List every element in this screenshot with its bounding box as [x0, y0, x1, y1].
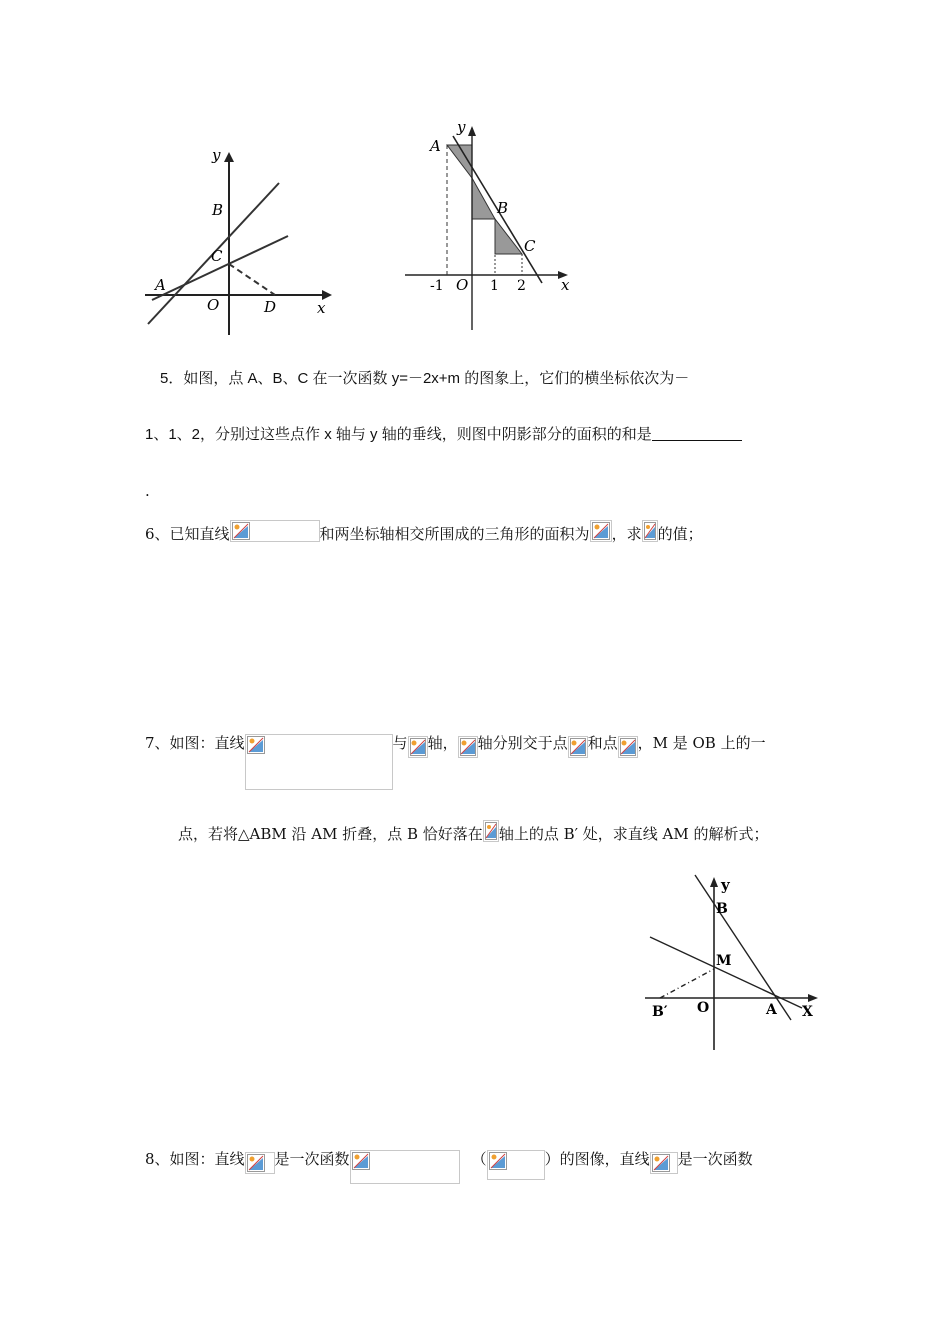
q7-text-4: 轴分别交于点: [477, 734, 568, 752]
dashed-cd: [229, 264, 275, 295]
q7-text-5: 和点: [587, 734, 618, 752]
broken-image-icon: [568, 736, 588, 758]
q7-text-2: 与: [392, 734, 408, 752]
broken-image-icon: [642, 520, 658, 542]
q5-line-1: 5．如图，点 A、B、C 在一次函数 y=－2x+m 的图象上，它们的横坐标依次为－: [160, 370, 690, 387]
broken-image-icon: [590, 520, 612, 542]
q7-line-1: [145, 732, 766, 790]
fig2-label-a: A: [430, 137, 441, 155]
fig1-label-b: B: [212, 201, 224, 219]
q6-text-3: ，求: [611, 525, 642, 543]
broken-image-icon: [350, 1150, 460, 1184]
broken-image-icon: [230, 520, 320, 542]
shade-c: [495, 219, 522, 254]
broken-image-icon: [650, 1152, 678, 1174]
fig2-tick-2: 2: [517, 278, 526, 294]
fig3-label-o: O: [697, 1000, 710, 1016]
q5-line-2: [145, 424, 742, 446]
q7-line-2: [178, 820, 769, 845]
figure-3-graph: [645, 870, 825, 1055]
q8-text-4: ）的图像，直线: [544, 1150, 650, 1168]
broken-image-icon: [245, 1152, 275, 1174]
q7-line2-text-1: 点，若将△ABM 沿 AM 折叠，点 B 恰好落在: [178, 825, 483, 843]
q8-text-3: （: [471, 1150, 487, 1168]
y-axis-arrow: [224, 152, 234, 162]
q7-text-3: 轴，: [427, 734, 458, 752]
fig2-label-x: x: [561, 276, 570, 294]
fig2-label-o: O: [456, 276, 469, 294]
fig2-tick-neg1: -1: [430, 278, 444, 294]
x-axis-arrow: [808, 994, 818, 1002]
broken-image-icon: [483, 820, 499, 842]
q8-text-1: 8、如图：直线: [145, 1150, 245, 1168]
fig1-label-o: O: [207, 296, 220, 314]
broken-image-icon: [618, 736, 638, 758]
broken-image-icon: [408, 736, 428, 758]
fig2-label-y: y: [457, 118, 466, 136]
figure-3-svg: [645, 870, 825, 1055]
q5-answer-blank[interactable]: [652, 424, 742, 441]
figure-1-graph: [140, 140, 350, 340]
fig1-label-y: y: [212, 146, 221, 164]
q7-text-1: 7、如图：直线: [145, 734, 245, 752]
q8-line: [145, 1148, 753, 1184]
fig3-label-b: B: [716, 901, 728, 917]
fig2-tick-1: 1: [490, 278, 499, 294]
q7-line2-text-2: 轴上的点 B′ 处，求直线 AM 的解析式；: [498, 825, 769, 843]
figure-1-svg: [140, 140, 350, 340]
fig2-label-c: C: [524, 237, 536, 255]
broken-image-icon: [487, 1150, 545, 1180]
y-axis-arrow: [468, 126, 476, 136]
fig1-label-d: D: [264, 298, 277, 316]
fig1-label-c: C: [211, 247, 223, 265]
q6-text-2: 和两坐标轴相交所围成的三角形的面积为: [319, 525, 590, 543]
dashed-bprime-m: [660, 969, 714, 998]
y-axis-arrow: [710, 877, 718, 887]
broken-image-icon: [458, 736, 478, 758]
fig3-label-m: M: [716, 953, 732, 969]
broken-image-icon: [245, 734, 393, 790]
q8-text-2: 是一次函数: [274, 1150, 350, 1168]
figure-2-svg: [400, 118, 585, 338]
figure-2-graph: [400, 118, 585, 338]
fig3-label-a: A: [766, 1002, 777, 1018]
fig1-label-x: x: [317, 299, 326, 317]
q5-line-3: .: [145, 482, 150, 500]
fig1-label-a: A: [155, 276, 166, 294]
q6-text-1: 6、已知直线: [145, 525, 230, 543]
fig3-label-y: y: [721, 876, 730, 894]
q6-text-4: 的值；: [657, 525, 703, 543]
fig3-label-x: X: [802, 1004, 813, 1020]
q7-text-6: ，M 是 OB 上的一: [637, 734, 766, 752]
q5-line-2-text: 1、1、2，分别过这些点作 x 轴与 y 轴的垂线，则图中阴影部分的面积的和是: [145, 426, 652, 443]
fig2-label-b: B: [497, 199, 509, 217]
q6-line: [145, 520, 703, 545]
q8-text-5: 是一次函数: [677, 1150, 753, 1168]
fig3-label-bprime: B′: [652, 1004, 668, 1020]
